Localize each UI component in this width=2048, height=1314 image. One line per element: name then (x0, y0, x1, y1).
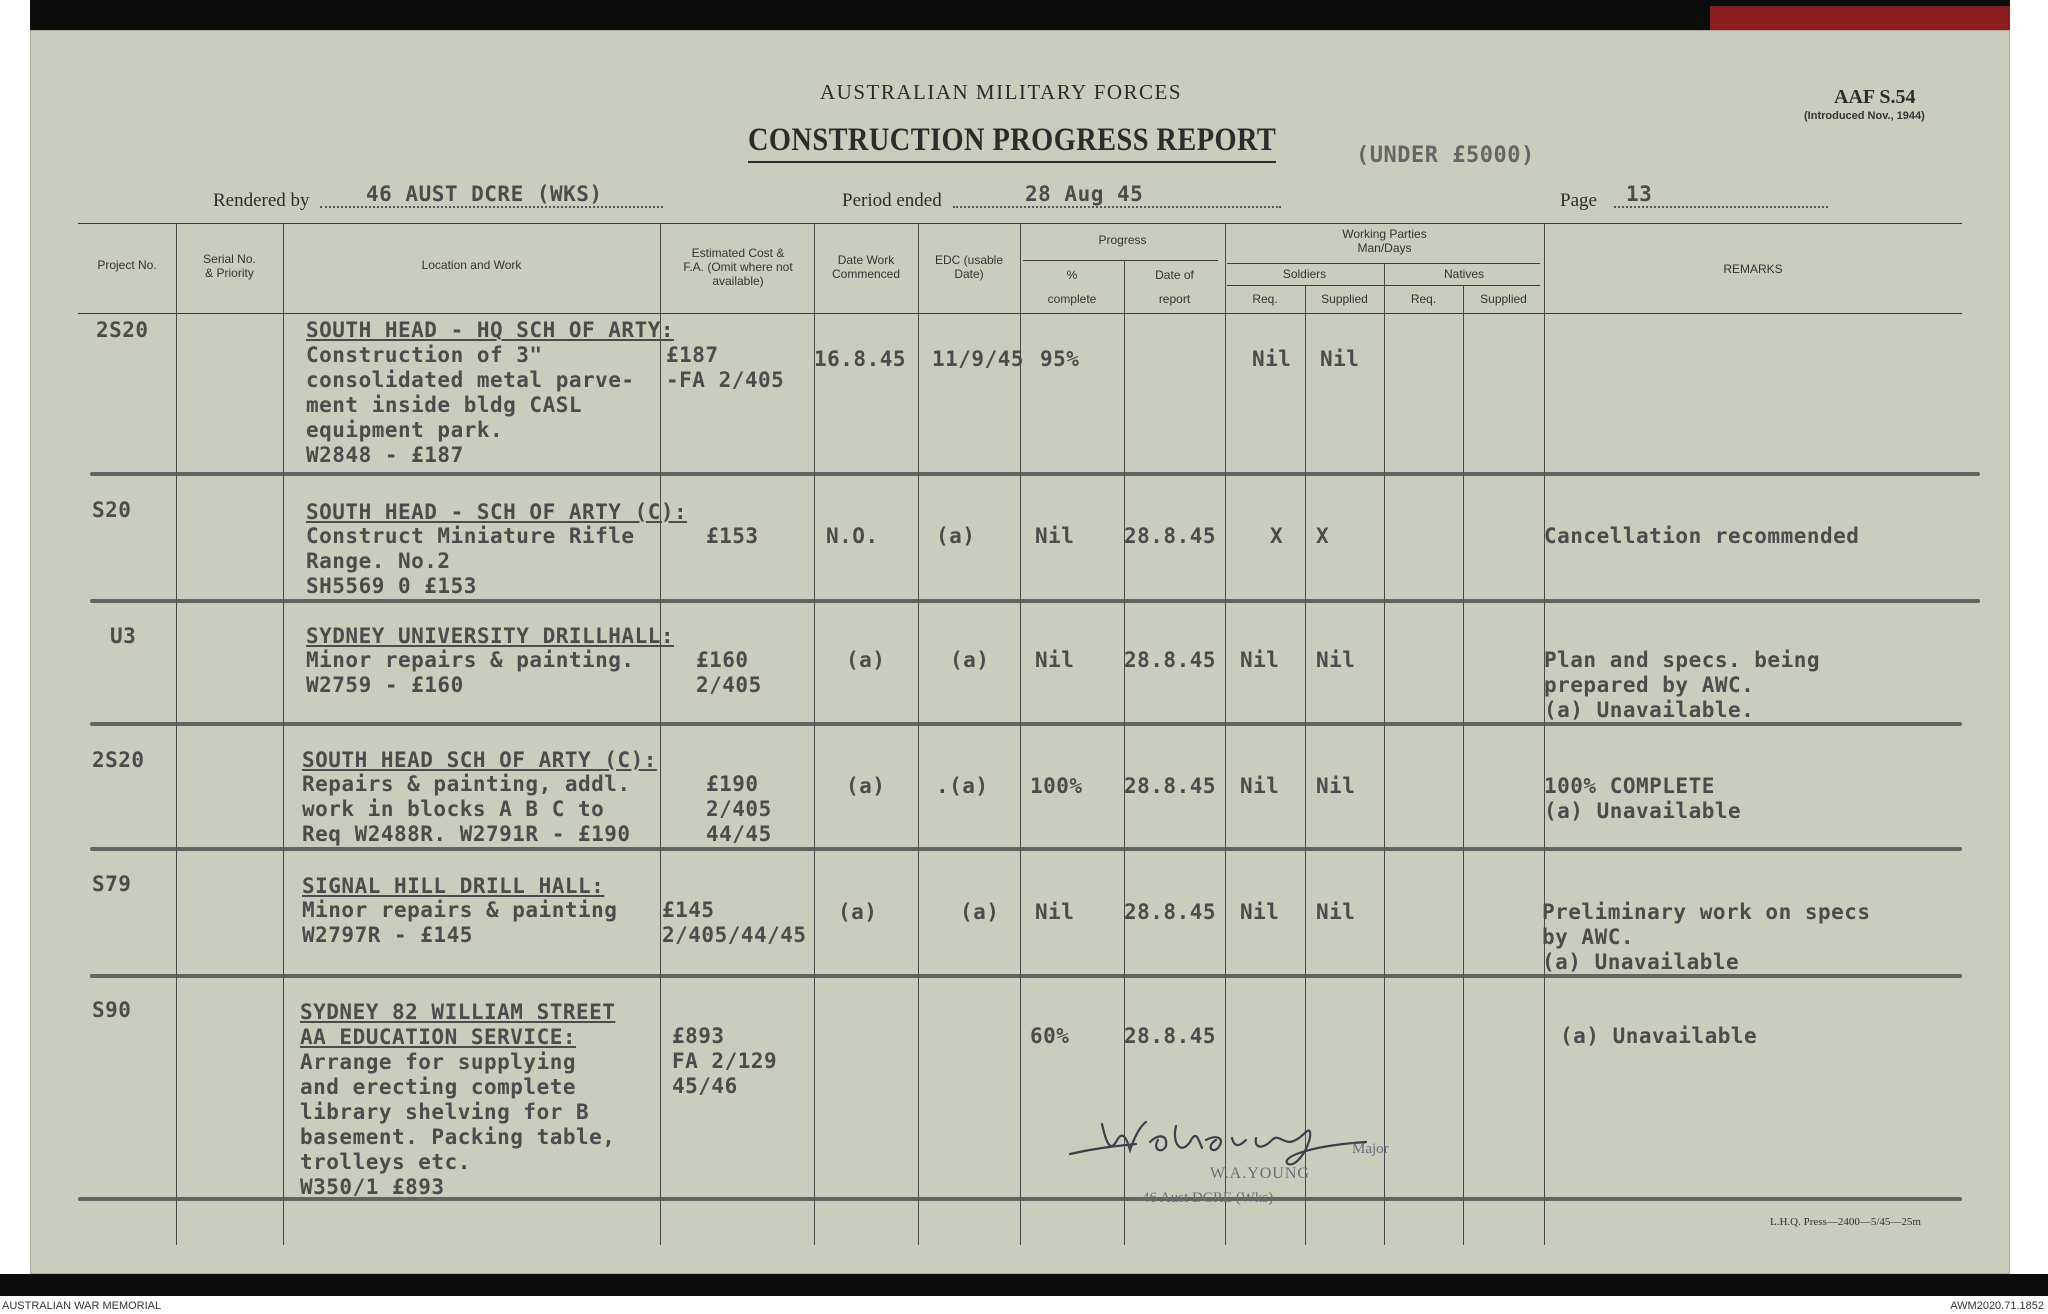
row-separator (90, 472, 1980, 476)
row5-pct: Nil (1035, 900, 1075, 924)
page-dotted-line (1614, 206, 1828, 208)
row-separator (90, 599, 1980, 603)
row3-work: Minor repairs & painting. W2759 - £160 (306, 648, 635, 697)
col-pct: % (1066, 268, 1078, 282)
row4-edc: .(a) (936, 774, 989, 798)
period-ended-label: Period ended (842, 190, 942, 211)
row-separator (90, 847, 1962, 851)
row3-pct: Nil (1035, 648, 1075, 672)
rendered-by-label: Rendered by (213, 190, 310, 211)
period-ended-value: 28 Aug 45 (1025, 182, 1144, 206)
col-divider-2 (283, 223, 284, 1245)
col-divider-3 (660, 223, 661, 1245)
col-progress: Progress (1098, 233, 1147, 247)
col-working-parties: Working Parties Man/Days (1342, 227, 1427, 255)
row3-project: U3 (110, 624, 137, 648)
row1-cost: £187 -FA 2/405 (666, 343, 785, 392)
footer-accession: AWM2020.71.1852 (1950, 1300, 2044, 1312)
signature-name: W.A.YOUNG (1210, 1165, 1310, 1182)
col-natives: Natives (1443, 267, 1484, 281)
row4-soldiers-supplied: Nil (1316, 774, 1356, 798)
row1-edc: 11/9/45 (932, 347, 1025, 371)
signature-unit: 46 Aust DCRE (Wks) (1142, 1190, 1274, 1206)
col-date-of: Date of (1155, 268, 1194, 282)
row2-project: S20 (92, 498, 132, 522)
row1-soldiers-supplied: Nil (1320, 347, 1360, 371)
row4-pct: 100% (1030, 774, 1083, 798)
row3-edc: (a) (950, 648, 990, 672)
page-label: Page (1560, 190, 1597, 211)
signature-rank: Major (1352, 1141, 1389, 1157)
row1-work: Construction of 3" consolidated metal parve- ment inside bldg CASL equipment park. W2848 - £187 (306, 343, 635, 467)
col-divider-11 (1463, 285, 1464, 1245)
row6-pct: 60% (1030, 1024, 1070, 1048)
col-divider-7 (1124, 260, 1125, 1245)
row5-work: Minor repairs & painting W2797R - £145 (302, 898, 618, 947)
row5-edc: (a) (960, 900, 1000, 924)
row4-cost: £190 2/405 44/45 (706, 772, 772, 846)
row5-cost: £145 2/405/44/45 (662, 898, 807, 947)
cost-limit: (UNDER £5000) (1356, 143, 1535, 168)
row1-commenced: 16.8.45 (814, 347, 907, 371)
row1-soldiers-req: Nil (1252, 347, 1292, 371)
row3-cost: £160 2/405 (696, 648, 762, 697)
row4-date: 28.8.45 (1124, 774, 1217, 798)
row4-commenced: (a) (846, 774, 886, 798)
row5-soldiers-supplied: Nil (1316, 900, 1356, 924)
row4-project: 2S20 (92, 748, 145, 772)
col-divider-1 (176, 223, 177, 1245)
signature-image (1066, 1112, 1396, 1172)
row3-soldiers-supplied: Nil (1316, 648, 1356, 672)
row5-commenced: (a) (838, 900, 878, 924)
row1-heading: SOUTH HEAD - HQ SCH OF ARTY: (306, 318, 675, 342)
row5-heading: SIGNAL HILL DRILL HALL: (302, 874, 605, 898)
row3-date: 28.8.45 (1124, 648, 1217, 672)
col-divider-5 (918, 223, 919, 1245)
row6-heading: SYDNEY 82 WILLIAM STREET AA EDUCATION SERVICE: (300, 1000, 616, 1049)
col-report: report (1158, 292, 1191, 306)
col-project-no: Project No. (97, 258, 157, 272)
row5-date: 28.8.45 (1124, 900, 1217, 924)
col-soldiers-req: Req. (1252, 292, 1278, 306)
row2-cost: £153 (706, 524, 759, 548)
col-divider-10 (1384, 263, 1385, 1245)
scan-top-edge (30, 0, 2010, 30)
row4-work: Repairs & painting, addl. work in blocks A B C to Req W2488R. W2791R - £190 (302, 772, 631, 846)
col-soldiers-supplied: Supplied (1321, 292, 1368, 306)
row5-soldiers-req: Nil (1240, 900, 1280, 924)
page-value: 13 (1626, 182, 1653, 206)
row5-project: S79 (92, 872, 132, 896)
rendered-by-value: 46 AUST DCRE (WKS) (366, 182, 603, 206)
col-natives-req: Req. (1410, 292, 1437, 306)
row2-date: 28.8.45 (1124, 524, 1217, 548)
row4-remarks: 100% COMPLETE (a) Unavailable (1544, 774, 1742, 823)
footer-credit: AUSTRALIAN WAR MEMORIAL (2, 1300, 162, 1312)
scan-red-edge (1710, 6, 2010, 30)
row2-work: Construct Miniature Rifle Range. No.2 SH5569 0 £153 (306, 524, 635, 598)
progress-sub-border (1023, 260, 1218, 261)
row2-edc: (a) (936, 524, 976, 548)
form-introduced: (Introduced Nov., 1944) (1804, 110, 1925, 122)
report-title: CONSTRUCTION PROGRESS REPORT (748, 122, 1276, 163)
col-divider-9 (1305, 285, 1306, 1245)
col-commenced: Date Work Commenced (831, 253, 901, 281)
row3-soldiers-req: Nil (1240, 648, 1280, 672)
col-natives-supplied: Supplied (1480, 292, 1527, 306)
row5-remarks: Preliminary work on specs by AWC. (a) Unavailable (1542, 900, 1871, 974)
col-divider-12 (1544, 223, 1545, 1245)
row3-commenced: (a) (846, 648, 886, 672)
row2-pct: Nil (1035, 524, 1075, 548)
row3-heading: SYDNEY UNIVERSITY DRILLHALL: (306, 624, 675, 648)
row6-work: Arrange for supplying and erecting complete library shelving for B basement. Packing table, trolleys etc. W350/1 £893 (300, 1050, 616, 1199)
row6-cost: £893 FA 2/129 45/46 (672, 1024, 778, 1098)
col-serial: Serial No. & Priority (203, 252, 256, 280)
row2-soldiers-supplied: X (1316, 524, 1330, 548)
row4-heading: SOUTH HEAD SCH OF ARTY (C): (302, 748, 657, 772)
printer-imprint: L.H.Q. Press—2400—5/45—25m (1770, 1216, 1921, 1228)
col-cost: Estimated Cost & F.A. (Omit where not available) (683, 246, 793, 288)
row4-soldiers-req: Nil (1240, 774, 1280, 798)
row2-heading: SOUTH HEAD - SCH OF ARTY (C): (306, 500, 688, 524)
rendered-by-dotted-line (320, 206, 663, 208)
row2-commenced: N.O. (826, 524, 879, 548)
report-form (30, 30, 2010, 1274)
col-complete: complete (1047, 292, 1097, 306)
row2-remarks: Cancellation recommended (1544, 524, 1860, 548)
row1-project: 2S20 (96, 318, 149, 342)
col-divider-6 (1020, 223, 1021, 1245)
scan-bottom-edge (0, 1274, 2048, 1296)
row1-pct: 95% (1040, 347, 1080, 371)
col-remarks: REMARKS (1723, 262, 1783, 276)
col-divider-8 (1225, 223, 1226, 1245)
row2-soldiers-req: X (1270, 524, 1284, 548)
row6-date: 28.8.45 (1124, 1024, 1217, 1048)
col-edc: EDC (usable Date) (934, 253, 1004, 281)
period-dotted-line (953, 206, 1281, 208)
form-code: AAF S.54 (1834, 86, 1916, 108)
col-divider-4 (814, 223, 815, 1245)
row3-remarks: Plan and specs. being prepared by AWC. (a) Unavailable. (1544, 648, 1821, 722)
col-soldiers: Soldiers (1282, 267, 1327, 281)
org-title: AUSTRALIAN MILITARY FORCES (820, 80, 1183, 104)
row6-project: S90 (92, 998, 132, 1022)
col-location: Location and Work (421, 258, 522, 272)
row6-remarks: (a) Unavailable (1560, 1024, 1758, 1048)
